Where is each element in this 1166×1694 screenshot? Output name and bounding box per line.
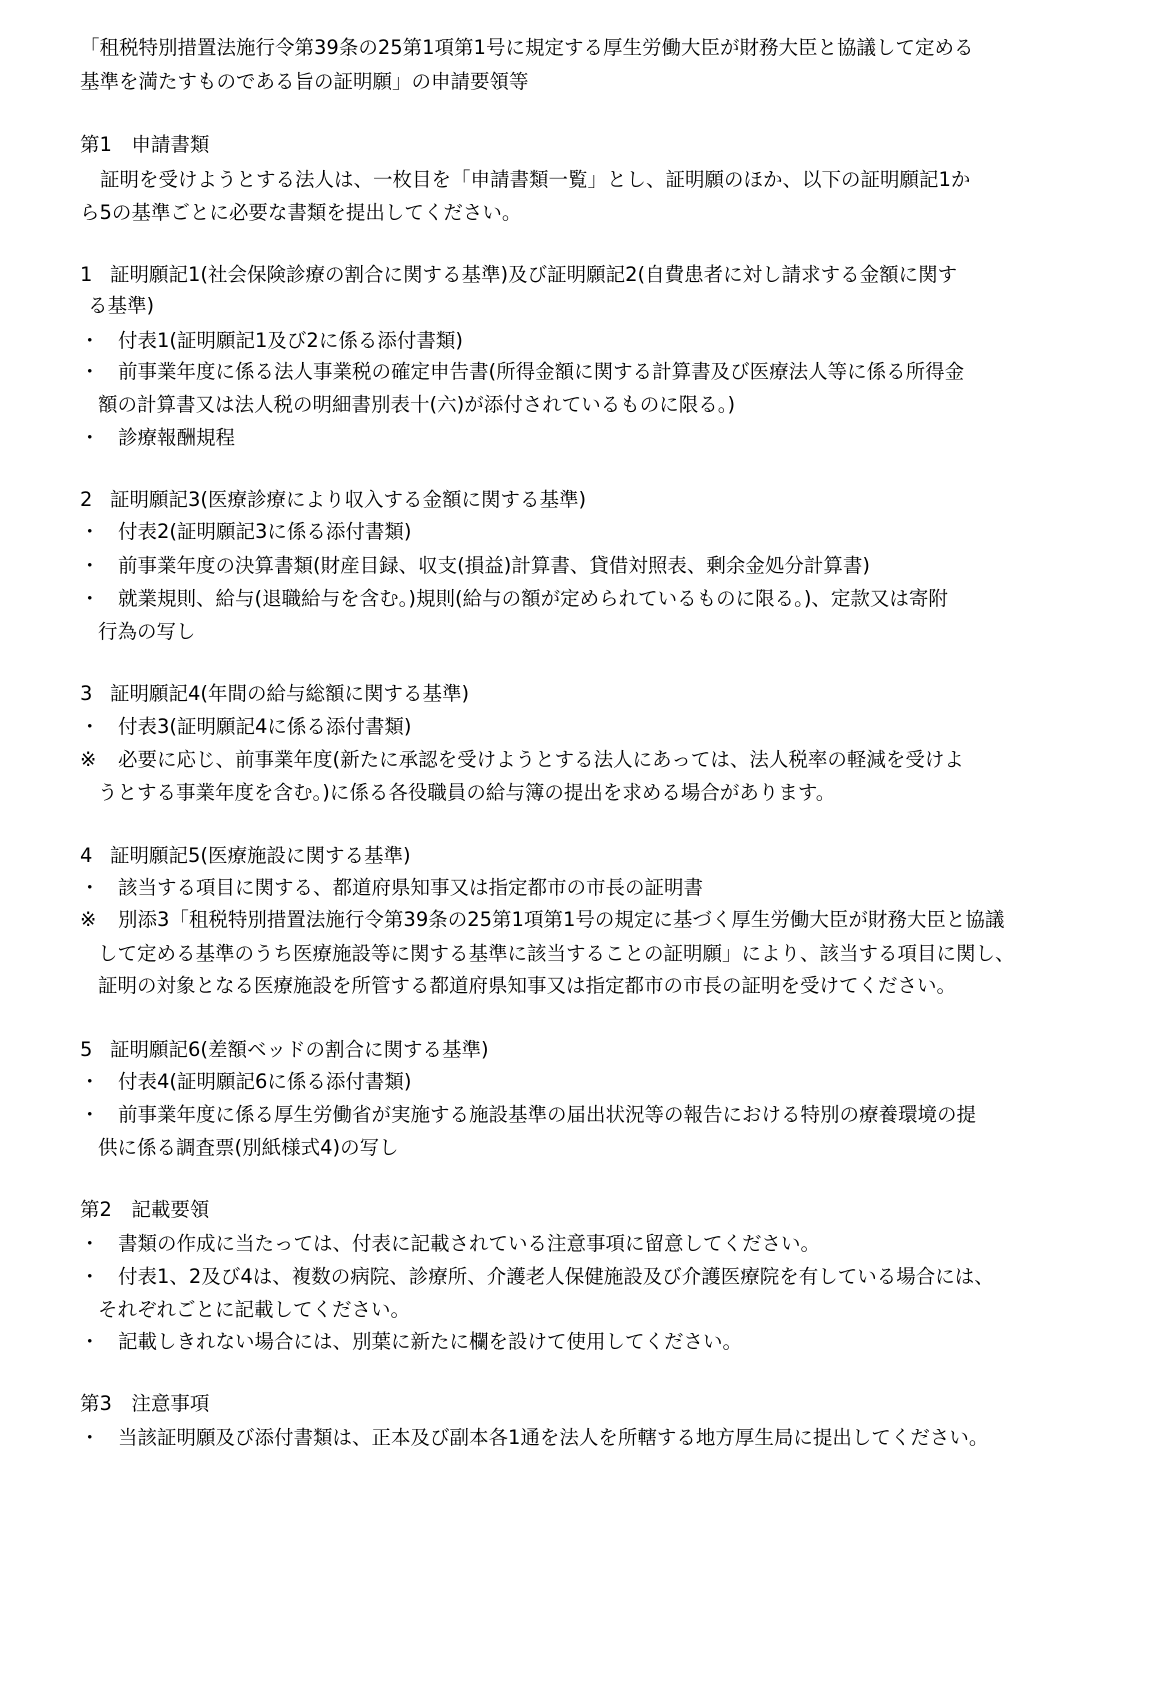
bullet-marker: ・ [80, 587, 100, 610]
item-number: 2 [80, 488, 93, 511]
bullet-marker: ・ [80, 1232, 100, 1255]
list-item-line: 該当する項目に関する、都道府県知事又は指定都市の市長の証明書 [118, 876, 704, 899]
paragraph-line: 証明を受けようとする法人は、一枚目を「申請書類一覧」とし、証明願のほか、以下の証明願記1か [100, 168, 971, 191]
bullet-marker: ・ [80, 1070, 100, 1093]
list-item-line: 付表4(証明願記6に係る添付書類) [118, 1070, 412, 1093]
item-heading: 証明願記4(年間の給与総額に関する基準) [110, 682, 470, 705]
list-item-line: 必要に応じ、前事業年度(新たに承認を受けようとする法人にあっては、法人税率の軽減を受けよ [118, 748, 964, 771]
list-item-line: 別添3「租税特別措置法施行令第39条の25第1項第1号の規定に基づく厚生労働大臣が財務大臣と協議 [118, 908, 1005, 931]
list-item-line: 前事業年度に係る厚生労働省が実施する施設基準の届出状況等の報告における特別の療養環境の提 [118, 1103, 977, 1126]
section-heading: 第1 申請書類 [80, 133, 210, 156]
item-heading: 証明願記6(差額ベッドの割合に関する基準) [110, 1038, 489, 1061]
list-item-line: 書類の作成に当たっては、付表に記載されている注意事項に留意してください。 [118, 1232, 821, 1255]
list-item-line: 付表2(証明願記3に係る添付書類) [118, 520, 412, 543]
note-marker: ※ [80, 908, 97, 931]
item-heading: 証明願記5(医療施設に関する基準) [110, 844, 411, 867]
bullet-marker: ・ [80, 360, 100, 383]
item-number: 5 [80, 1038, 93, 1061]
list-item-line: 就業規則、給与(退職給与を含む。)規則(給与の額が定められているものに限る。)、定款又は寄附 [118, 587, 948, 610]
list-item-line: 前事業年度の決算書類(財産目録、収支(損益)計算書、貸借対照表、剰余金処分計算書) [118, 554, 870, 577]
list-item-line: 証明の対象となる医療施設を所管する都道府県知事又は指定都市の市長の証明を受けてください。 [98, 974, 957, 997]
section-heading: 第2 記載要領 [80, 1198, 210, 1221]
list-item-line: 行為の写し [98, 620, 196, 643]
item-number: 1 [80, 263, 93, 286]
list-item-line: 付表3(証明願記4に係る添付書類) [118, 715, 412, 738]
bullet-marker: ・ [80, 554, 100, 577]
list-item-line: 記載しきれない場合には、別葉に新たに欄を設けて使用してください。 [118, 1330, 743, 1353]
bullet-marker: ・ [80, 715, 100, 738]
list-item-line: 前事業年度に係る法人事業税の確定申告書(所得金額に関する計算書及び医療法人等に係る所得金 [118, 360, 965, 383]
bullet-marker: ・ [80, 1265, 100, 1288]
list-item-line: 付表1(証明願記1及び2に係る添付書類) [118, 329, 463, 352]
list-item-line: 診療報酬規程 [118, 426, 236, 449]
bullet-marker: ・ [80, 1330, 100, 1353]
list-item-line: うとする事業年度を含む。)に係る各役職員の給与簿の提出を求める場合があります。 [98, 781, 836, 804]
section-heading: 第3 注意事項 [80, 1392, 210, 1415]
list-item-line: 当該証明願及び添付書類は、正本及び副本各1通を法人を所轄する地方厚生局に提出してください。 [118, 1426, 989, 1449]
list-item-line: それぞれごとに記載してください。 [98, 1298, 411, 1321]
list-item-line: 付表1、2及び4は、複数の病院、診療所、介護老人保健施設及び介護医療院を有している場合には、 [118, 1265, 994, 1288]
item-heading: る基準) [88, 294, 155, 317]
list-item-line: して定める基準のうち医療施設等に関する基準に該当することの証明願」により、該当する項目に関し、 [98, 942, 1015, 965]
item-number: 4 [80, 844, 93, 867]
bullet-marker: ・ [80, 520, 100, 543]
item-heading: 証明願記1(社会保険診療の割合に関する基準)及び証明願記2(自費患者に対し請求する金額に関す [110, 263, 958, 286]
bullet-marker: ・ [80, 329, 100, 352]
item-heading: 証明願記3(医療診療により収入する金額に関する基準) [110, 488, 587, 511]
note-marker: ※ [80, 748, 97, 771]
bullet-marker: ・ [80, 876, 100, 899]
item-number: 3 [80, 682, 93, 705]
paragraph-line: ら5の基準ごとに必要な書類を提出してください。 [80, 201, 522, 224]
list-item-line: 額の計算書又は法人税の明細書別表十(六)が添付されているものに限る。) [98, 393, 736, 416]
document-title: 基準を満たすものである旨の証明願」の申請要領等 [80, 70, 529, 93]
bullet-marker: ・ [80, 1426, 100, 1449]
list-item-line: 供に係る調査票(別紙様式4)の写し [98, 1136, 399, 1159]
bullet-marker: ・ [80, 426, 100, 449]
document-title: 「租税特別措置法施行令第39条の25第1項第1号に規定する厚生労働大臣が財務大臣と協議して定める [80, 36, 974, 59]
bullet-marker: ・ [80, 1103, 100, 1126]
